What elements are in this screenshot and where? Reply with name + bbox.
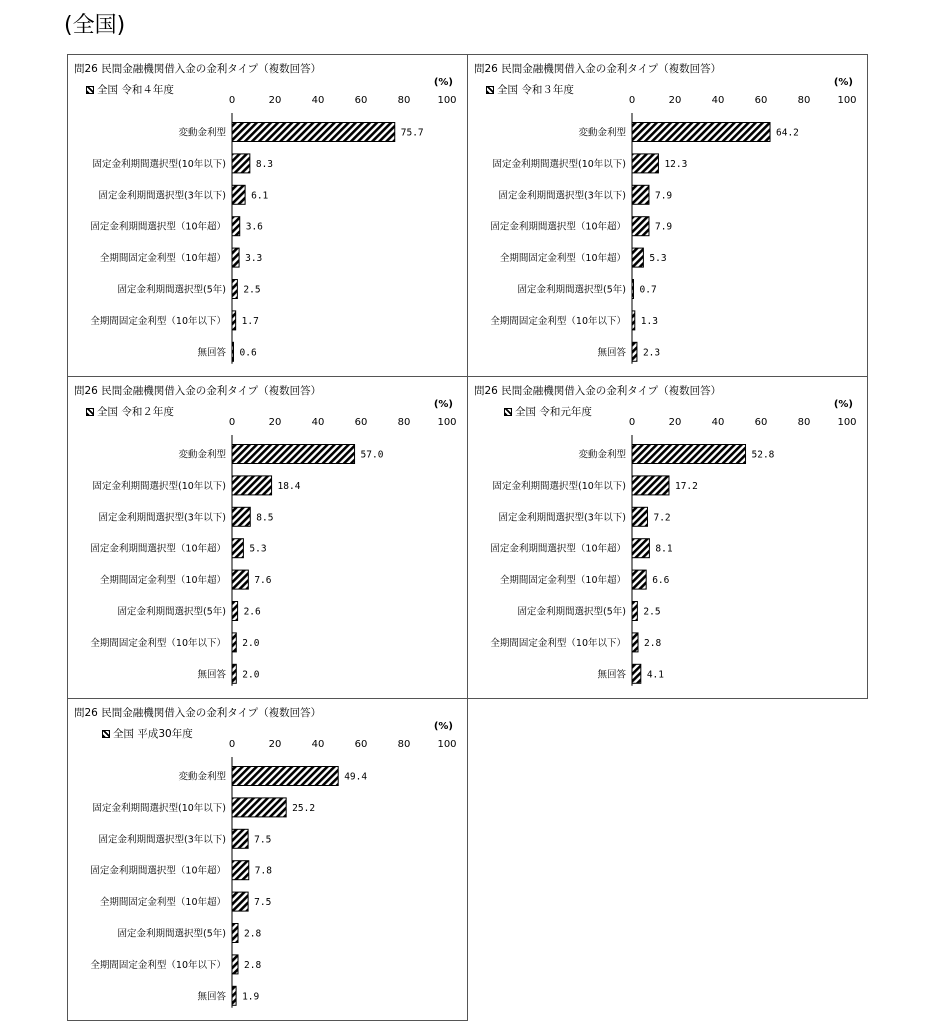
category-label: 固定金利期間選択型(5年): [517, 284, 626, 296]
x-tick-label: 40: [711, 95, 725, 106]
chart-panel-r3: [467, 54, 868, 377]
value-label: 7.8: [254, 865, 272, 877]
bar: [232, 664, 236, 683]
value-label: 2.3: [642, 347, 661, 359]
value-label: 7.5: [254, 834, 272, 846]
bar: [632, 602, 637, 621]
unit-label: (%): [433, 77, 453, 88]
bar: [232, 311, 236, 330]
category-label: 固定金利期間選択型(10年以下): [492, 480, 626, 492]
x-tick-label: 60: [354, 417, 368, 428]
x-tick-label: 40: [311, 95, 325, 106]
x-tick-label: 60: [354, 739, 368, 750]
category-label: 固定金利期間選択型(10年以下): [92, 158, 226, 170]
legend-label: 全国 平成30年度: [113, 728, 193, 740]
category-label: 無回答: [597, 669, 626, 681]
chart-title: 問26 民間金融機関借入金の金利タイプ（複数回答）: [474, 63, 722, 75]
bar: [632, 570, 646, 589]
bar: [632, 280, 634, 299]
value-label: 1.7: [241, 315, 259, 327]
category-label: 全期間固定金利型（10年以下）: [90, 315, 226, 327]
value-label: 75.7: [400, 127, 424, 139]
bar: [232, 248, 239, 267]
x-tick-label: 20: [668, 417, 682, 428]
bar-chart-r3: [468, 55, 867, 376]
chart-title: 問26 民間金融機関借入金の金利タイプ（複数回答）: [74, 707, 322, 719]
value-label: 2.0: [242, 669, 260, 681]
bar: [232, 955, 238, 974]
x-tick-label: 80: [397, 95, 411, 106]
bar: [232, 861, 249, 880]
bar: [632, 154, 658, 173]
value-label: 0.6: [239, 347, 257, 359]
bar: [632, 311, 635, 330]
category-label: 全期間固定金利型（10年以下）: [490, 637, 626, 649]
category-label: 固定金利期間選択型(10年以下): [92, 802, 226, 814]
legend-label: 全国 令和４年度: [97, 84, 174, 96]
value-label: 7.2: [653, 512, 671, 524]
category-label: 固定金利期間選択型（10年超）: [90, 221, 226, 233]
x-tick-label: 20: [268, 739, 282, 750]
value-label: 64.2: [776, 127, 799, 139]
bar: [632, 185, 649, 204]
category-label: 固定金利期間選択型(3年以下): [98, 190, 226, 202]
category-label: 変動金利型: [178, 127, 226, 139]
category-label: 固定金利期間選択型（10年超）: [490, 221, 626, 233]
bar: [232, 924, 238, 943]
category-label: 無回答: [197, 991, 226, 1003]
x-tick-label: 80: [797, 417, 811, 428]
bar: [232, 633, 236, 652]
value-label: 7.5: [254, 897, 272, 909]
x-tick-label: 0: [628, 417, 636, 428]
bar: [632, 445, 746, 464]
legend-label: 全国 令和３年度: [497, 84, 574, 96]
category-label: 固定金利期間選択型(3年以下): [98, 512, 226, 524]
bar: [232, 476, 272, 495]
x-tick-label: 80: [397, 739, 411, 750]
category-label: 固定金利期間選択型(3年以下): [498, 512, 626, 524]
value-label: 6.1: [251, 190, 269, 202]
category-label: 変動金利型: [578, 127, 626, 139]
value-label: 2.5: [243, 284, 261, 296]
value-label: 18.4: [277, 480, 301, 492]
bar: [232, 798, 286, 817]
value-label: 49.4: [344, 771, 368, 783]
category-label: 全期間固定金利型（10年超）: [99, 575, 226, 587]
x-tick-label: 60: [754, 417, 768, 428]
category-label: 全期間固定金利型（10年以下）: [490, 315, 626, 327]
category-label: 固定金利期間選択型(5年): [117, 928, 226, 940]
value-label: 7.6: [254, 575, 272, 587]
bar: [632, 633, 638, 652]
bar-chart-r1: [468, 377, 867, 698]
legend-label: 全国 令和２年度: [97, 406, 174, 418]
bar: [232, 280, 237, 299]
bar: [232, 217, 240, 236]
x-tick-label: 100: [437, 417, 457, 428]
bar: [632, 342, 637, 361]
bar: [632, 664, 641, 683]
x-tick-label: 0: [228, 417, 236, 428]
bar: [232, 154, 250, 173]
category-label: 無回答: [597, 347, 626, 359]
category-label: 全期間固定金利型（10年超）: [499, 253, 626, 265]
x-tick-label: 20: [268, 417, 282, 428]
unit-label: (%): [833, 399, 853, 410]
chart-panel-r2: [67, 376, 468, 699]
chart-panel-r1: [467, 376, 868, 699]
value-label: 5.3: [249, 543, 267, 555]
value-label: 2.8: [244, 959, 262, 971]
category-label: 固定金利期間選択型（10年超）: [90, 543, 226, 555]
category-label: 全期間固定金利型（10年以下）: [90, 959, 226, 971]
legend-label: 全国 令和元年度: [515, 406, 592, 418]
value-label: 25.2: [292, 802, 316, 814]
x-tick-label: 80: [797, 95, 811, 106]
value-label: 1.3: [640, 315, 658, 327]
value-label: 4.1: [646, 669, 664, 681]
category-label: 全期間固定金利型（10年超）: [99, 253, 226, 265]
bar: [232, 602, 238, 621]
x-tick-label: 80: [397, 417, 411, 428]
category-label: 全期間固定金利型（10年超）: [499, 575, 626, 587]
value-label: 2.6: [243, 606, 261, 618]
x-tick-label: 0: [628, 95, 636, 106]
chart-title: 問26 民間金融機関借入金の金利タイプ（複数回答）: [74, 63, 322, 75]
value-label: 2.8: [644, 637, 662, 649]
category-label: 変動金利型: [578, 449, 626, 461]
bar: [632, 476, 669, 495]
x-tick-label: 60: [354, 95, 368, 106]
bar: [632, 217, 649, 236]
category-label: 全期間固定金利型（10年以下）: [90, 637, 226, 649]
bar: [632, 248, 643, 267]
bar: [232, 829, 248, 848]
value-label: 1.9: [242, 991, 260, 1003]
bar: [232, 986, 236, 1005]
x-tick-label: 0: [228, 739, 236, 750]
x-tick-label: 20: [268, 95, 282, 106]
category-label: 固定金利期間選択型(10年以下): [492, 158, 626, 170]
value-label: 8.3: [255, 158, 274, 170]
value-label: 3.3: [245, 253, 263, 265]
chart-title: 問26 民間金融機関借入金の金利タイプ（複数回答）: [474, 385, 722, 397]
category-label: 固定金利期間選択型(5年): [117, 284, 226, 296]
category-label: 変動金利型: [178, 449, 226, 461]
unit-label: (%): [433, 721, 453, 732]
category-label: 固定金利期間選択型(3年以下): [98, 834, 226, 846]
value-label: 2.8: [244, 928, 262, 940]
bar: [232, 507, 250, 526]
category-label: 無回答: [197, 347, 226, 359]
value-label: 5.3: [649, 253, 667, 265]
bar: [232, 185, 245, 204]
chart-title: 問26 民間金融機関借入金の金利タイプ（複数回答）: [74, 385, 322, 397]
bar: [232, 570, 248, 589]
x-tick-label: 60: [754, 95, 768, 106]
bar: [232, 342, 234, 361]
category-label: 固定金利期間選択型(3年以下): [498, 190, 626, 202]
category-label: 固定金利期間選択型（10年超）: [490, 543, 626, 555]
unit-label: (%): [833, 77, 853, 88]
bar-chart-r4: [68, 55, 467, 376]
value-label: 8.5: [256, 512, 274, 524]
bar: [632, 539, 649, 558]
bar: [632, 507, 647, 526]
category-label: 固定金利期間選択型（10年超）: [90, 865, 226, 877]
x-tick-label: 20: [668, 95, 682, 106]
value-label: 6.6: [652, 575, 670, 587]
bar-chart-r2: [68, 377, 467, 698]
bar: [232, 123, 395, 142]
category-label: 固定金利期間選択型(5年): [117, 606, 226, 618]
bar: [232, 445, 355, 464]
bar-chart-h30: [68, 699, 467, 1020]
x-tick-label: 40: [311, 739, 325, 750]
x-tick-label: 40: [711, 417, 725, 428]
value-label: 8.1: [655, 543, 673, 555]
value-label: 0.7: [639, 284, 657, 296]
page-heading: (全国): [64, 13, 126, 38]
value-label: 52.8: [751, 449, 775, 461]
value-label: 3.6: [245, 221, 263, 233]
bar: [632, 123, 770, 142]
value-label: 2.0: [242, 637, 260, 649]
value-label: 7.9: [654, 190, 673, 202]
bar: [232, 539, 243, 558]
x-tick-label: 0: [228, 95, 236, 106]
value-label: 12.3: [664, 158, 688, 170]
category-label: 変動金利型: [178, 771, 226, 783]
x-tick-label: 100: [437, 95, 457, 106]
value-label: 17.2: [674, 480, 698, 492]
chart-panel-r4: [67, 54, 468, 377]
category-label: 固定金利期間選択型(5年): [517, 606, 626, 618]
x-tick-label: 100: [837, 417, 857, 428]
bar: [232, 892, 248, 911]
x-tick-label: 100: [437, 739, 457, 750]
value-label: 2.5: [643, 606, 661, 618]
x-tick-label: 100: [837, 95, 857, 106]
category-label: 固定金利期間選択型(10年以下): [92, 480, 226, 492]
unit-label: (%): [433, 399, 453, 410]
chart-panel-h30: [67, 698, 468, 1021]
category-label: 全期間固定金利型（10年超）: [99, 897, 226, 909]
value-label: 57.0: [360, 449, 384, 461]
category-label: 無回答: [197, 669, 226, 681]
bar: [232, 767, 338, 786]
x-tick-label: 40: [311, 417, 325, 428]
value-label: 7.9: [654, 221, 673, 233]
